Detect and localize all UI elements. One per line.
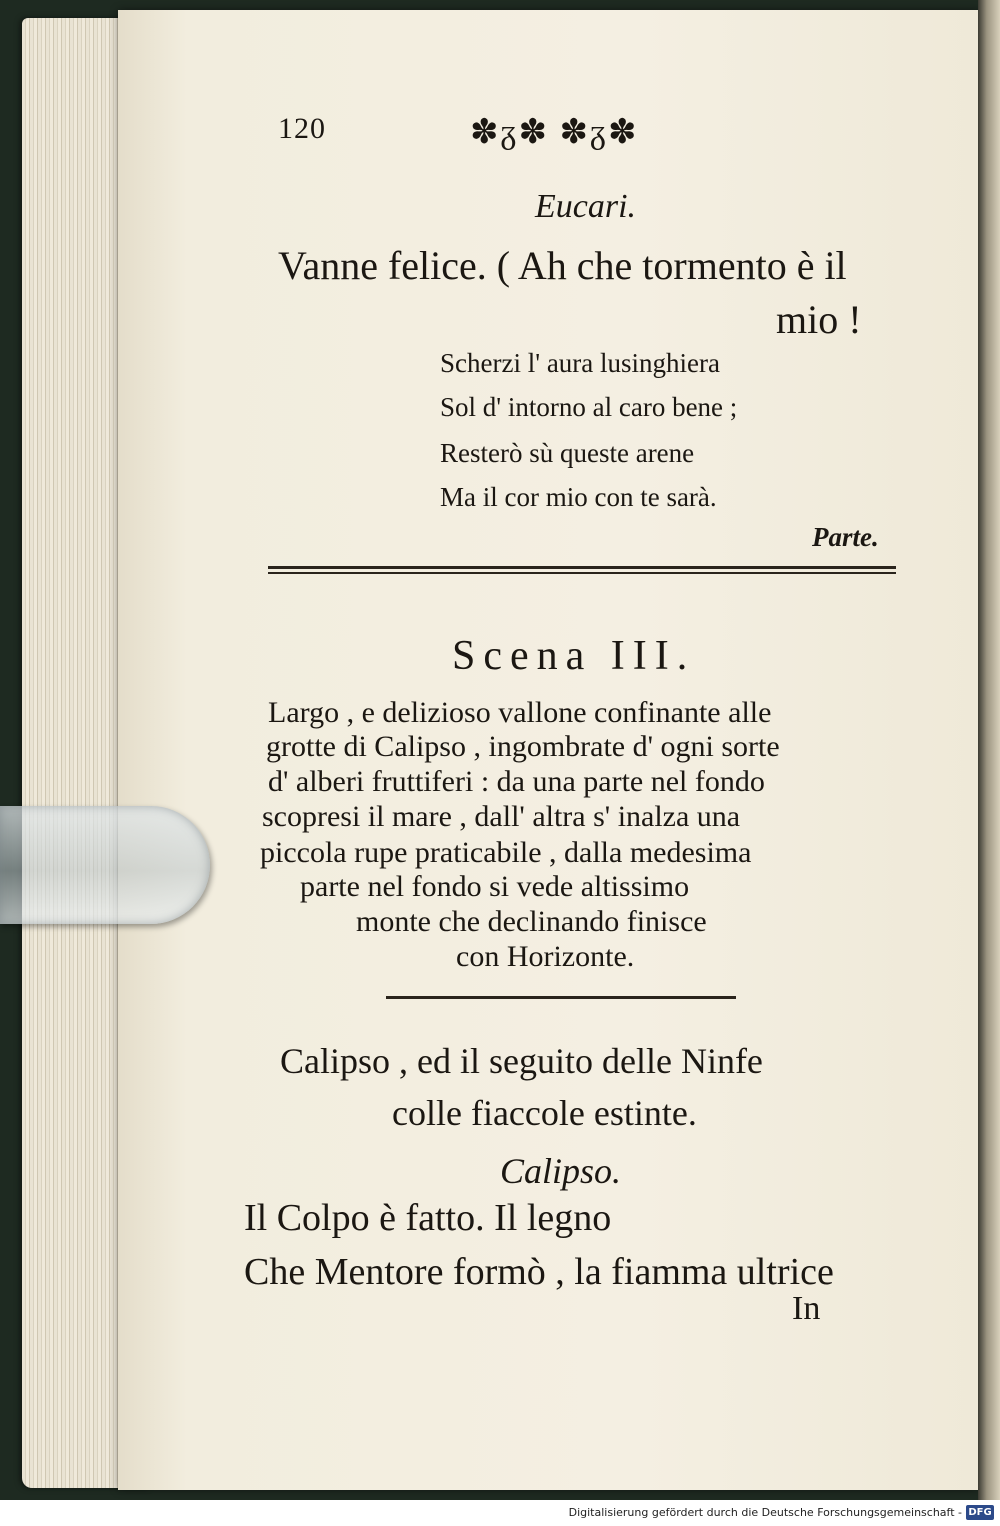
scene-divider [268,566,896,574]
scene-description-line: piccola rupe praticabile , dalla medesima [260,836,752,869]
funding-credit: Digitalisierung gefördert durch die Deutsche Forschungsgemeinschaft - [568,1506,962,1519]
speaker-name: Calipso. [500,1151,622,1191]
header-ornament: ✽ᵹ✽ ✽ᵹ✽ [470,114,639,151]
dfg-logo: DFG [966,1505,994,1520]
verse-line: Il Colpo è fatto. Il legno [244,1197,612,1239]
short-divider [386,996,736,999]
scene-description-line: parte nel fondo si vede altissimo [300,870,690,903]
dialogue-line: Vanne felice. ( Ah che tormento è il [278,243,847,288]
scene-description-line: grotte di Calipso , ingombrate d' ogni sorte [266,730,780,763]
scene-description-line: d' alberi fruttiferi : da una parte nel fondo [268,765,765,798]
speaker-name: Eucari. [535,188,637,225]
aria-line: Scherzi l' aura lusinghiera [440,348,721,378]
aria-line: Ma il cor mio con te sarà. [440,482,717,512]
scene-description-line: monte che declinando finisce [356,905,707,938]
characters-line: colle fiaccole estinte. [392,1093,697,1133]
scene-description-line: con Horizonte. [456,940,635,973]
characters-line: Calipso , ed il seguito delle Ninfe [280,1041,763,1081]
scene-description-line: scopresi il mare , dall' altra s' inalza una [262,800,741,833]
dialogue-line-continuation: mio ! [776,297,862,342]
catchword: In [792,1290,821,1327]
scene-description-line: Largo , e delizioso vallone confinante alle [268,696,772,729]
aria-line: Sol d' intorno al caro bene ; [440,392,738,422]
verse-line: Che Mentore formò , la fiamma ultrice [244,1251,834,1293]
aria-line: Resterò sù queste arene [440,438,695,468]
page-number: 120 [278,112,326,145]
stage-direction-exit: Parte. [812,522,879,552]
scene-title: Scena III. [452,633,696,679]
page-holder-clip [0,806,210,924]
next-page-edge [978,0,1000,1500]
